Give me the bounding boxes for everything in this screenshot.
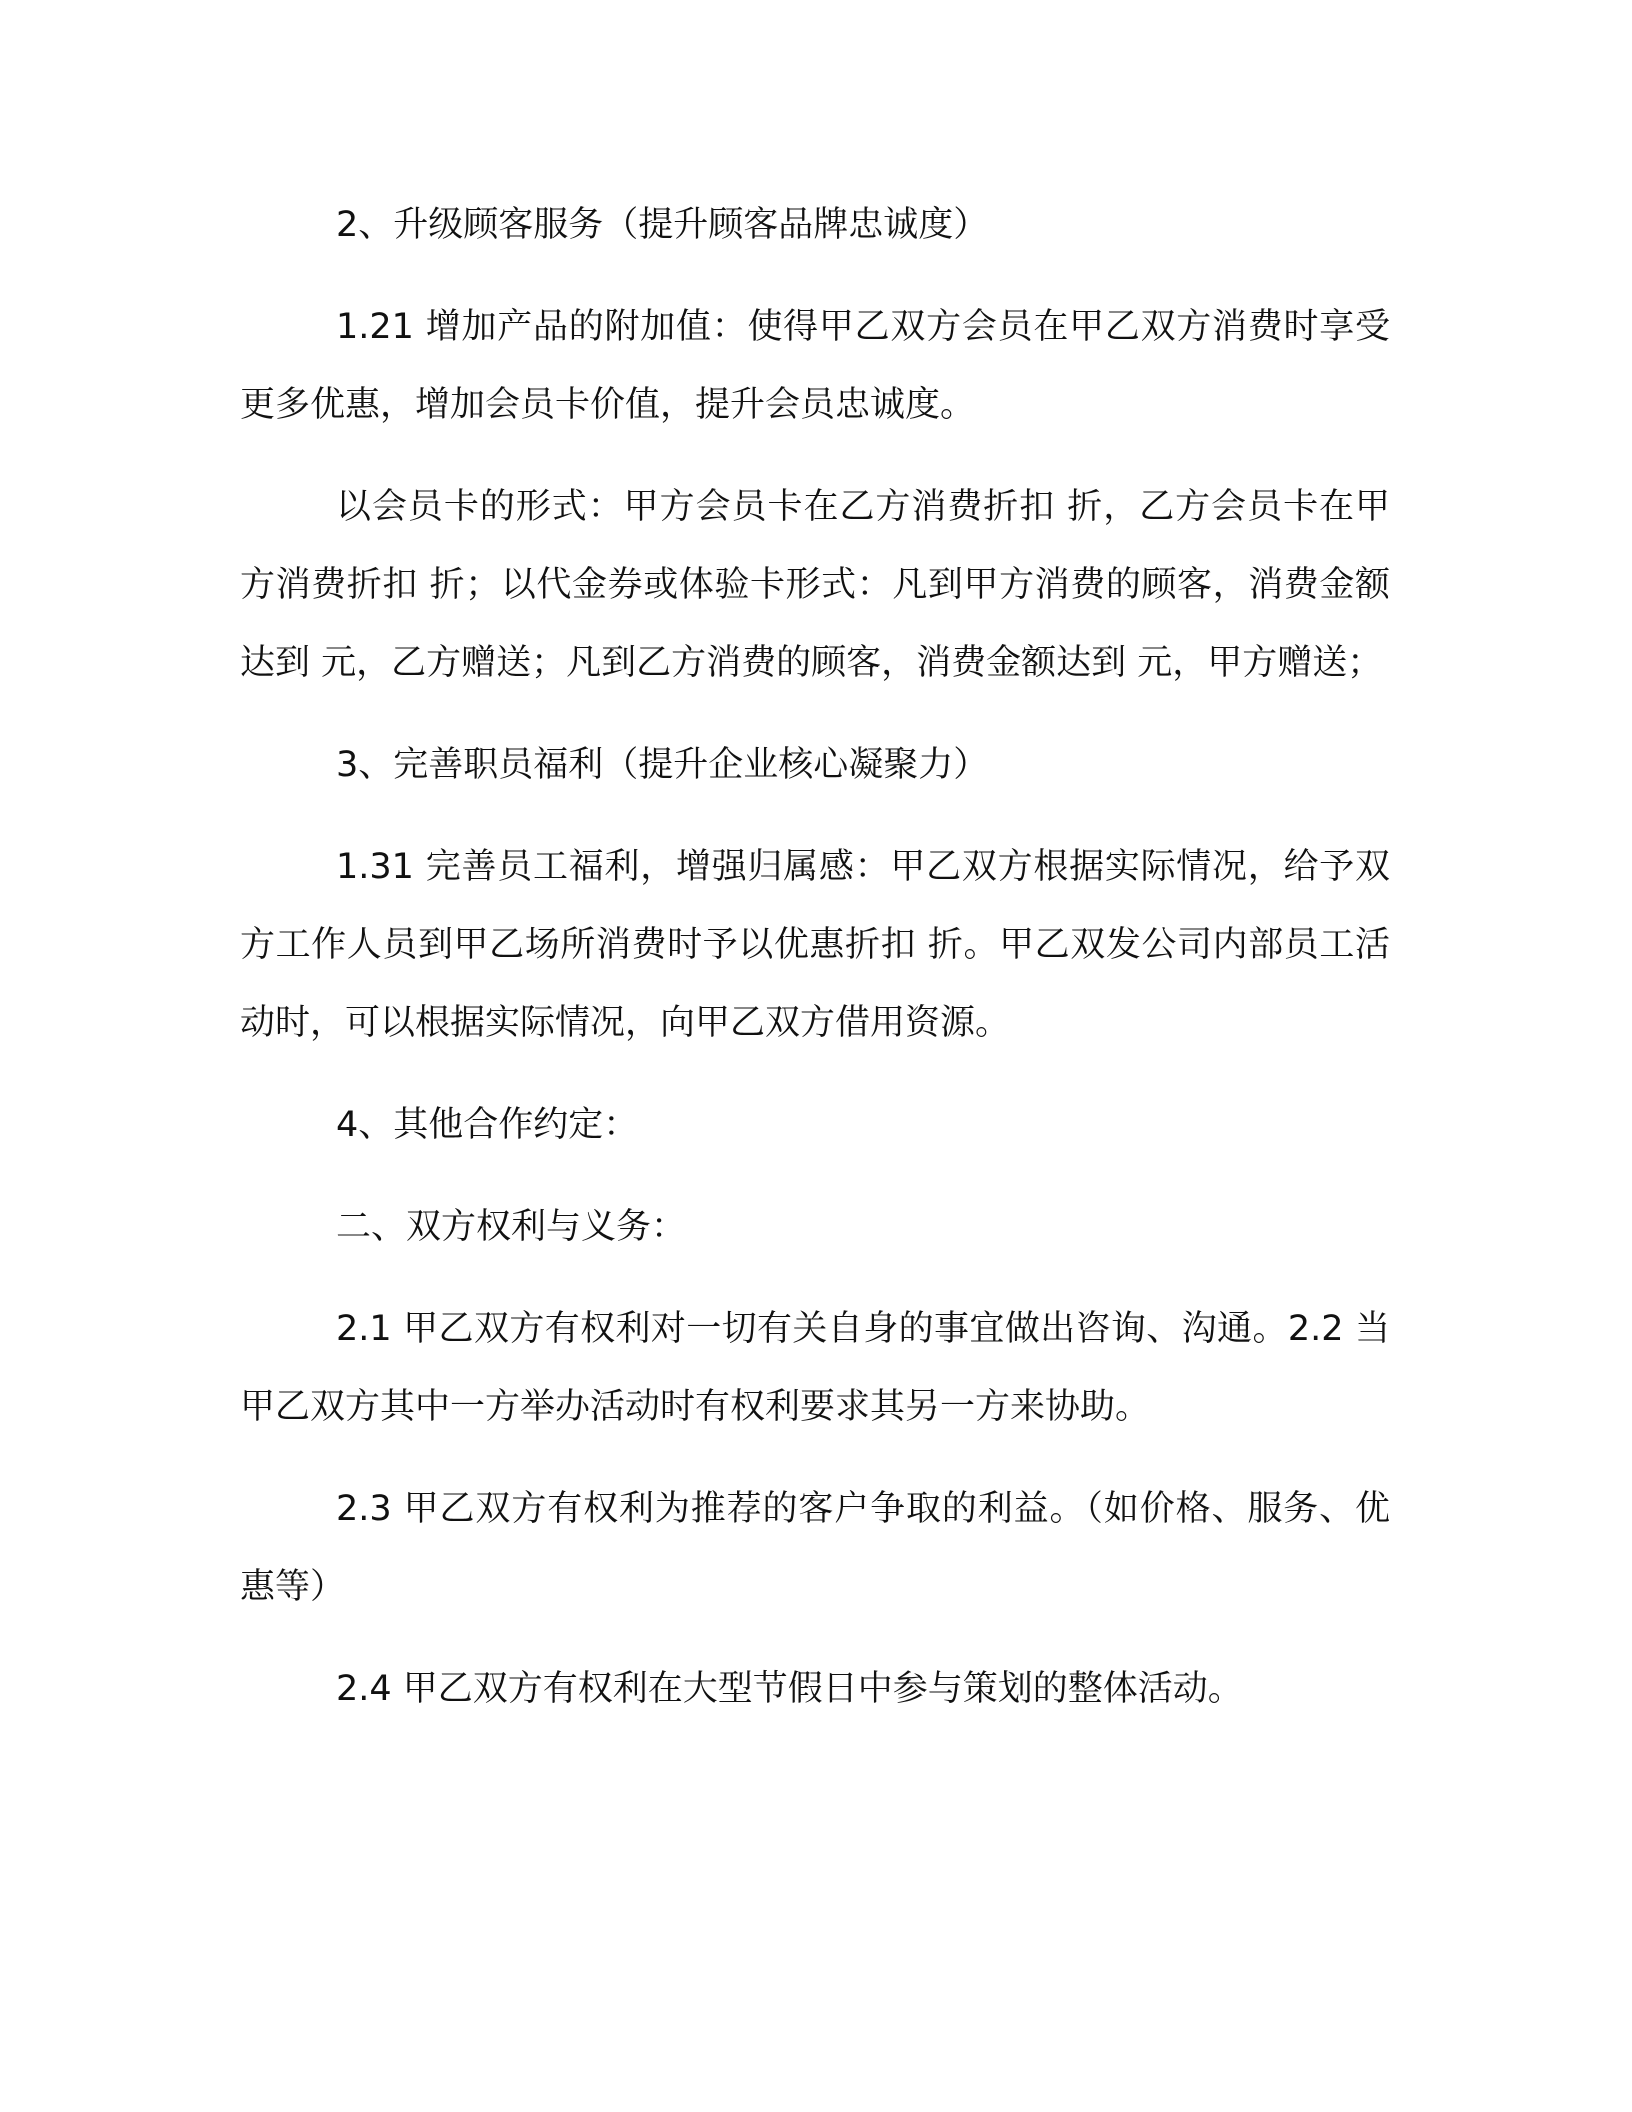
section-heading-other-agreements: 4、其他合作约定： [336, 1105, 639, 1145]
paragraph-1-21: 1.21 增加产品的附加值：使得甲乙双方会员在甲乙双方消费时享受更多优惠，增加会员卡价值，提升会员忠诚度。 [240, 307, 1390, 425]
paragraph-membership-card: 以会员卡的形式：甲方会员卡在乙方消费折扣 折，乙方会员卡在甲方消费折扣 折；以代金券或体验卡形式：凡到甲方消费的顾客，消费金额达到 元，乙方赠送；凡到乙方消费的顾客，消费金额达到 元，甲方赠送； [240, 487, 1390, 683]
paragraph-2-3: 2.3 甲乙双方有权利为推荐的客户争取的利益。（如价格、服务、优惠等） [240, 1489, 1390, 1607]
paragraph-2-4: 2.4 甲乙双方有权利在大型节假日中参与策划的整体活动。 [336, 1669, 1243, 1709]
document-body [240, 186, 1390, 1752]
section-heading-staff-welfare: 3、完善职员福利（提升企业核心凝聚力） [336, 745, 989, 785]
section-heading-upgrade-service: 2、升级顾客服务（提升顾客品牌忠诚度） [336, 205, 989, 245]
section-heading-rights-obligations: 二、双方权利与义务： [336, 1207, 687, 1247]
paragraph-2-1-2-2: 2.1 甲乙双方有权利对一切有关自身的事宜做出咨询、沟通。2.2 当甲乙双方其中一方举办活动时有权利要求其另一方来协助。 [240, 1309, 1390, 1427]
paragraph-1-31: 1.31 完善员工福利，增强归属感：甲乙双方根据实际情况，给予双方工作人员到甲乙场所消费时予以优惠折扣 折。甲乙双发公司内部员工活动时，可以根据实际情况，向甲乙双方借用资源。 [240, 847, 1390, 1043]
